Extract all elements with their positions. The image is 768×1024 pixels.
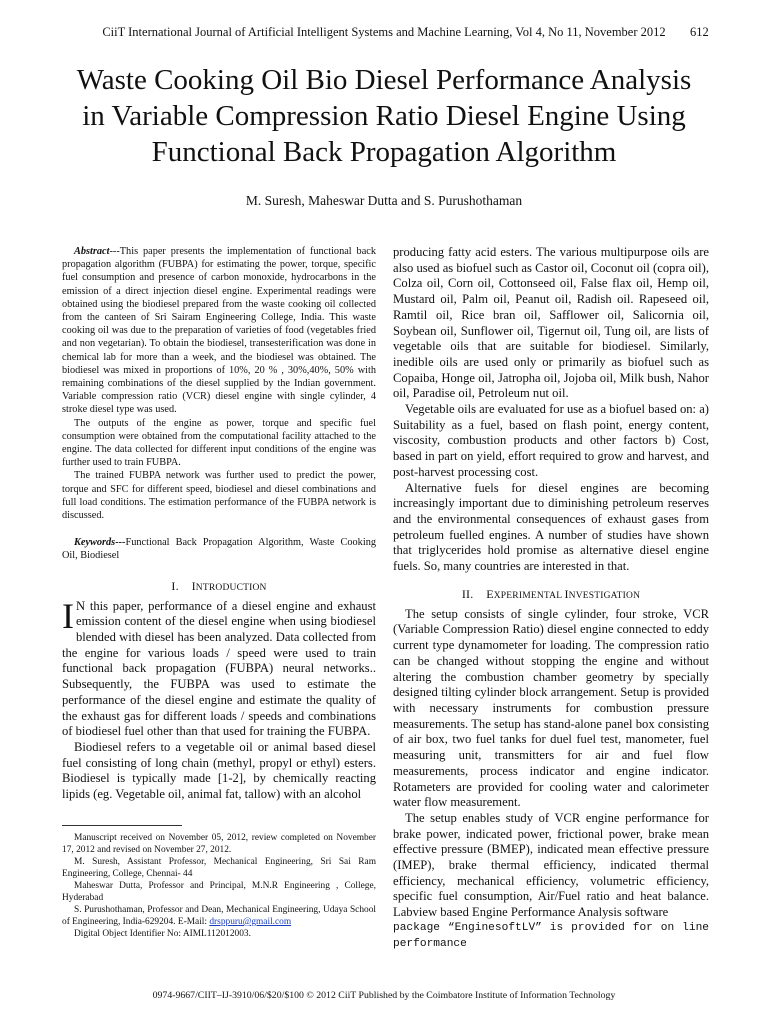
right-p3: Alternative fuels for diesel engines are becoming increasingly important due to diminishing petroleum reserves and the environmental consequences of exhaust gases from petroleum fuelled engines. A number of studies have shown that triglycerides hold promise as alternative diesel engine fuels. So, many countries are interested in that. [393, 480, 709, 574]
keywords-text: Functional Back Propagation Algorithm, Waste Cooking Oil, Biodiesel [62, 537, 376, 562]
authors: M. Suresh, Maheswar Dutta and S. Purushothaman [245, 193, 523, 208]
page-number: 612 [690, 25, 709, 39]
intro-p2: Biodiesel refers to a vegetable oil or animal based diesel fuel consisting of long chain (methyl, propyl or ethyl) esters. Biodiesel is typically made [1-2], by chemically reacting lipids (eg. Vegetable oil, animal fat, tallow) with an alcohol [62, 740, 376, 802]
title-line-2: in Variable Compression Ratio Diesel Engine Using [82, 100, 686, 132]
dropcap: I [62, 595, 74, 636]
footnote-3: Maheswar Dutta, Professor and Principal, M.N.R Engineering , College, Hyderabad [62, 880, 376, 903]
right-p1: producing fatty acid esters. The various multipurpose oils are also used as biofuel such as Castor oil, Coconut oil (copra oil), Colza oil, Corn oil, Cottonseed oil, False flax oil, Hemp oil, Mustard oil, Palm oil, Peanut oil, Radish oil. Rapeseed oil, Ramtil oil, Rice bran oil, Safflower oil, Salicornia oil, Soybean oil, Sunflower oil, Tigernut oil, Tung oil, are lists of vegetable oils that are suitable for biodiesel. Similarly, inedible oils are used only or primarily as biofuel such as Copaiba, Honge oil, Jatropha oil, Jojoba oil, Milk bush, Nahor oil, Paradise oil, Petroleum nut oil. [393, 245, 709, 401]
intro-p1: N this paper, performance of a diesel engine and exhaust emission content of the diesel engine when using biodiesel blended with diesel has been analyzed. Data collected from the engine for various loads / speed were used to train functional back propagation (FUBPA) neural networks.. Subsequently, the FUBPA was used to estimate the performance of the diesel engine and estimate the quality of the exhaust gas for different loads / speeds and combinations of biodiesel fuel other than that used for training the FUBPA. [62, 598, 376, 739]
footnote-5: Digital Object Identifier No: AIML112012003. [74, 928, 251, 939]
abstract-label: Abstract [74, 246, 110, 257]
abstract-p3: The trained FUBPA network was further used to predict the power, torque and SFC for different speed, biodiesel and diesel combinations and full load conditions. The estimation performance of the FUBPA network is discussed. [62, 470, 376, 522]
email-link[interactable]: drsppuru@gmail.com [209, 916, 292, 927]
section-heading-introduction: I. INTRODUCTION [171, 578, 267, 593]
keywords-label: Keywords--- [74, 537, 126, 549]
footnotes [62, 832, 376, 940]
left-column [62, 245, 376, 940]
footnote-1: Manuscript received on November 05, 2012, review completed on November 17, 2012 and revised on November 27, 2012. [62, 832, 376, 855]
running-head: CiiT International Journal of Artificial Intelligent Systems and Machine Learning, Vol 4, No 11, November 2012 [102, 25, 666, 39]
paper-title [40, 62, 728, 170]
introduction-body [62, 595, 376, 803]
right-column [393, 245, 709, 952]
abstract-p2: The outputs of the engine as power, torque and specific fuel consumption were obtained from the computational facility attached to the engine. The data collected for different input conditions of the engine was further used to train FUBPA. [62, 417, 376, 469]
footnote-2: M. Suresh, Assistant Professor, Mechanical Engineering, Sri Sai Ram Engineering, College, Chennai- 44 [62, 856, 376, 879]
footnote-4: S. Purushothaman, Professor and Dean, Mechanical Engineering, Udaya School of Engineering, India-629204. E-Mail: [62, 904, 376, 927]
title-line-3: Functional Back Propagation Algorithm [151, 136, 617, 168]
section-heading-experimental: II. EXPERIMENTAL INVESTIGATION [461, 586, 641, 601]
title-line-1: Waste Cooking Oil Bio Diesel Performance Analysis [76, 64, 692, 96]
abstract-p1: ---This paper presents the implementation of functional back propagation algorithm (FUBPA) for estimating the power, torque, specific fuel consumption and presence of carbon monoxide, hydrocarbons in the emission of a direct injection diesel engine. Experimental readings were obtained using the biodiesel prepared from the waste cooking oil collected from the canteen of Sri Sairam Engineering College, India. This waste cooking oil was due to the preparation of varieties of food (vegetables fried and non vegetarian). To obtain the biodiesel, transesterification was done in chemical lab for more than a week, and the biodiesel was obtained. The biodiesel was mixed in proportions of 10%, 20 % , 30%,40%, 50% with remaining combinations of the diesel supplied by the Indian government. Variable compression ratio (VCR) diesel engine with single cylinder, 4 stroke diesel type was used. [62, 246, 376, 416]
footnote-divider [62, 825, 182, 826]
keywords [62, 536, 376, 562]
right-p2: Vegetable oils are evaluated for use as a biofuel based on: a) Suitability as a fuel, based on flash point, energy content, viscosity, combustion products and other factors b) Cost, based in part on yield, effort required to grow and harvest, and post-harvest processing cost. [393, 402, 709, 479]
abstract [62, 245, 376, 522]
exp-p2-last-line: package “EnginesoftLV” is provided for on line performance [393, 921, 709, 950]
experimental-body [393, 607, 709, 952]
copyright-footer: 0974-9667/CIIT–IJ-3910/06/$20/$100 © 2012 CiiT Published by the Coimbatore Institute of Information Technology [152, 990, 616, 1001]
exp-p2: The setup enables study of VCR engine performance for brake power, indicated power, frictional power, brake mean effective pressure (BMEP), indicated mean effective pressure (IMEP), brake thermal efficiency, indicated thermal efficiency, mechanical efficiency, volumetric efficiency, specific fuel consumption, Air/Fuel ratio and heat balance. Labview based Engine Performance Analysis software [393, 810, 709, 920]
exp-p1: The setup consists of single cylinder, four stroke, VCR (Variable Compression Ratio) diesel engine connected to eddy current type dynamometer for loading. The compression ratio can be changed without stopping the engine and without altering the combustion chamber geometry by specially designed tilting cylinder block arrangement. Setup is provided with necessary instruments for combustion pressure measurements. The setup has stand-alone panel box consisting of air box, two fuel tanks for duel fuel test, manometer, fuel measuring unit, transmitters for air and fuel flow measurements, process indicator and engine indicator. Rotameters are provided for cooling water and calorimeter water flow measurement. [393, 606, 709, 810]
